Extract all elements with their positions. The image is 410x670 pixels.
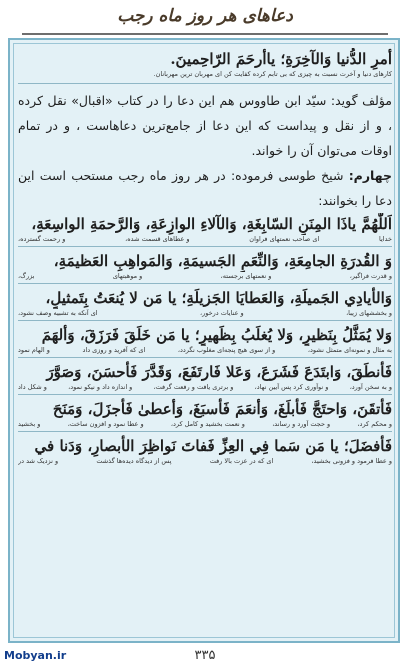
arabic-line: أمرِ الدُّنيا وَالآخِرَةِ؛ ياأرحَمَ الرّاحِمينَ. bbox=[170, 50, 392, 68]
instruction-text: شيخ طوسى فرموده: در هر روز ماه رجب مستحب است اين دعا را بخوانند: bbox=[18, 168, 392, 208]
line-divider bbox=[18, 357, 392, 358]
page-header-title: دعاهای هر روز ماه رجب bbox=[117, 6, 293, 26]
page-number: ۳۳۵ bbox=[194, 648, 216, 663]
author-note-paragraph: مؤلف گويد: سيّد ابن طاووس هم اين دعا را در كتاب «اقبال» نقل كرده ، و از نقل و پيداست كه اين دعا از جامع‌ترين دعاهاست ، و در تمام اوقات مى‌توان آن را خواند. bbox=[18, 93, 392, 158]
translation-segment: و بخشید bbox=[18, 420, 41, 428]
translation-line bbox=[18, 309, 392, 318]
dua-line-block bbox=[18, 361, 392, 395]
instruction-paragraph bbox=[18, 163, 392, 213]
line-divider bbox=[18, 246, 392, 247]
translation-segment: و عنایات درخور، bbox=[200, 309, 244, 317]
translation-segment: و رحمت گسترده، bbox=[18, 235, 66, 243]
section-divider bbox=[18, 83, 392, 84]
translation-segment: و به سخن آورد، bbox=[349, 383, 392, 391]
arabic-line: فَأنطَقَ، وَابتَدَعَ فَشَرَعَ، وَعَلا فَارتَفَعَ، وَقَدَّرَ فَأحسَنَ، وَصَوَّرَ bbox=[46, 363, 392, 381]
translation-segment: ای آنکه به تشبیه وصف نشود، bbox=[18, 309, 98, 317]
dua-line-block bbox=[18, 435, 392, 466]
translation-segment: و موهبتهای bbox=[112, 272, 143, 280]
translation-line bbox=[18, 272, 392, 281]
arabic-line: وَلا يُمَثَّلُ بِنَظيرٍ، وَلا يُغلَبُ بِظَهيرٍ؛ يا مَن خَلَقَ فَرَزَقَ، وَألهَمَ bbox=[41, 326, 392, 344]
translation-segment: و نعمتهای برجسته، bbox=[220, 272, 272, 280]
translation-segment: و بخششهای زیبا، bbox=[346, 309, 392, 317]
arabic-line: اَللّٰهُمَّ ياذَا المِنَنِ السّابِغَةِ، وَالآلاءِ الوازِعَةِ، وَالرَّحمَةِ الواسِعَةِ، bbox=[31, 215, 392, 233]
translation-segment: و قدرت فراگیر، bbox=[349, 272, 392, 280]
translation-segment: و نزدیک شد در bbox=[18, 457, 59, 465]
translation-segment: و نعمت بخشید و کامل کرد، bbox=[170, 420, 245, 428]
top-prayer-block bbox=[18, 48, 392, 79]
translation-segment: خدایا bbox=[378, 235, 392, 243]
translation-segment: و عطاهای قسمت شده، bbox=[125, 235, 190, 243]
dua-line-block bbox=[18, 398, 392, 432]
translation-line bbox=[18, 235, 392, 244]
line-divider bbox=[18, 320, 392, 321]
arabic-line: فَأفضَلَ؛ يا مَن سَما فِي العِزِّ فَفاتَ نَواظِرَ الأبصارِ، وَدَنا في bbox=[34, 437, 392, 455]
page-content bbox=[18, 48, 392, 469]
dua-line-block bbox=[18, 213, 392, 247]
translation-segment: و محکم کرد، bbox=[357, 420, 392, 428]
translation-segment: ای که آفرید و روزی داد bbox=[82, 346, 146, 354]
line-divider bbox=[18, 283, 392, 284]
arabic-line: وَالأيادِي الجَميلَةِ، وَالعَطايَا الجَزيلَةِ؛ يا مَن لا يُنعَتُ بِتَمثيلٍ، bbox=[45, 289, 392, 307]
line-divider bbox=[18, 394, 392, 395]
translation-segment: و عطا نمود و افزون ساخت، bbox=[67, 420, 144, 428]
translation-segment: ای که در عزت بالا رفت bbox=[209, 457, 274, 465]
translation-segment: ای صاحب نعمتهای فراوان bbox=[249, 235, 320, 243]
arabic-line: فَأتقَنَ، وَاحتَجَّ فَأبلَغَ، وَأنعَمَ فَأسبَغَ، وَأعطىٰ فَأجزَلَ، وَمَنَحَ bbox=[52, 400, 392, 418]
translation-line bbox=[18, 346, 392, 355]
translation-segment: و حجت آورد و رساند، bbox=[272, 420, 331, 428]
dua-line-block bbox=[18, 250, 392, 284]
translation-line: کارهای دنیا و آخرت نسبت به چیزی که بی تابم کرده کفایت کن ای مهربان ترین مهربانان. bbox=[153, 70, 392, 78]
translation-segment: و شکل داد bbox=[18, 383, 47, 391]
translation-segment: و نوآوری کرد پس آیین نهاد، bbox=[254, 383, 329, 391]
instruction-heading: چهارم: bbox=[348, 168, 392, 183]
dua-line-block bbox=[18, 287, 392, 321]
dua-lines bbox=[18, 213, 392, 466]
translation-segment: و عطا فرمود و فزونی بخشید، bbox=[311, 457, 392, 465]
translation-line bbox=[18, 420, 392, 429]
translation-segment: و از سوی هیچ پنجه‌ای مغلوب نگردد، bbox=[177, 346, 276, 354]
line-divider bbox=[18, 431, 392, 432]
header-divider bbox=[22, 33, 388, 35]
arabic-line: وَ القُدرَةِ الجامِعَةِ، وَالنِّعَمِ الجَسيمَةِ، وَالمَواهِبِ العَظيمَةِ، bbox=[53, 252, 392, 270]
translation-line bbox=[18, 457, 392, 466]
translation-segment: و اندازه داد و نیکو نمود، bbox=[68, 383, 133, 391]
translation-segment: و الهام نمود bbox=[18, 346, 50, 354]
dua-line-block bbox=[18, 324, 392, 358]
translation-segment: و برتری یافت و رفعت گرفت، bbox=[153, 383, 234, 391]
translation-segment: پس از دیدگاه دیده‌ها گذشت bbox=[96, 457, 172, 465]
translation-segment: به مثال و نمونه‌ای متمثل نشود، bbox=[307, 346, 392, 354]
translation-line bbox=[18, 383, 392, 392]
site-watermark: Mobyan.ir bbox=[4, 649, 67, 662]
translation-segment: بزرگ، bbox=[18, 272, 35, 280]
